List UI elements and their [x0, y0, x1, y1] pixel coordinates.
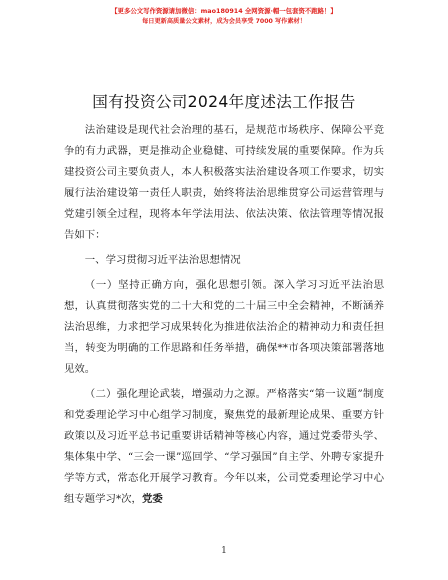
document-title: 国有投资公司2024年度述法工作报告 [92, 93, 356, 111]
page-number: 1 [221, 546, 227, 556]
document-body [64, 120, 384, 514]
promo-banner-line-2: 每日更新高质量公文素材，成为会员享受 7000 写作素材！ [142, 18, 306, 25]
section-heading: 一、学习贯彻习近平法治思想情况 [84, 254, 241, 266]
promo-banner-line-1: 【更多公文写作资源请加微信：mao180914 全网资源·帽一包套资不跑路！】 [111, 7, 337, 15]
promo-banner [0, 6, 448, 27]
paragraph-2-body: 严格落实“第一议题”制度和党委理论学习中心组学习制度，聚焦党的最新理论成果、重要方针政策以及习近平总书记重要讲话精神等核心内容，通过党委带头学、集体集中学、“三会一课”巡回学、“学习强国”自主学、外聘专家提升学等方式，常态化开展学习教育。今年以来，公司党委理论学习中心组专题学习*次， [64, 388, 384, 505]
paragraph-1: （一）坚持正确方向，强化思想引领。深入学习习近平法治思想，认真贯彻落实党的二十大和党的二十届三中全会精神，不断涵养法治思维，力求把学习成果转化为推进依法治企的精神动力和责任担当，转变为明确的工作思路和任务举措，确保**市各项决策部署落地见效。 [64, 279, 384, 375]
paragraph-2-lead: （二）强化理论武装，增强动力之源。 [84, 388, 267, 400]
intro-paragraph: 法治建设是现代社会治理的基石，是规范市场秩序、保障公平竞争的有力武器，更是推动企业稳健、可持续发展的重要保障。作为兵建投资公司主要负责人，本人积极落实法治建设各项工作要求，切实履行法治建设第一责任人职责，始终将法治思维贯穿公司运营管理与党建引领全过程，现将本年学法用法、依法决策、依法管理等情况报告如下： [64, 124, 384, 241]
paragraph-2 [64, 384, 384, 510]
paragraph-2-tail: 党委 [141, 493, 163, 505]
